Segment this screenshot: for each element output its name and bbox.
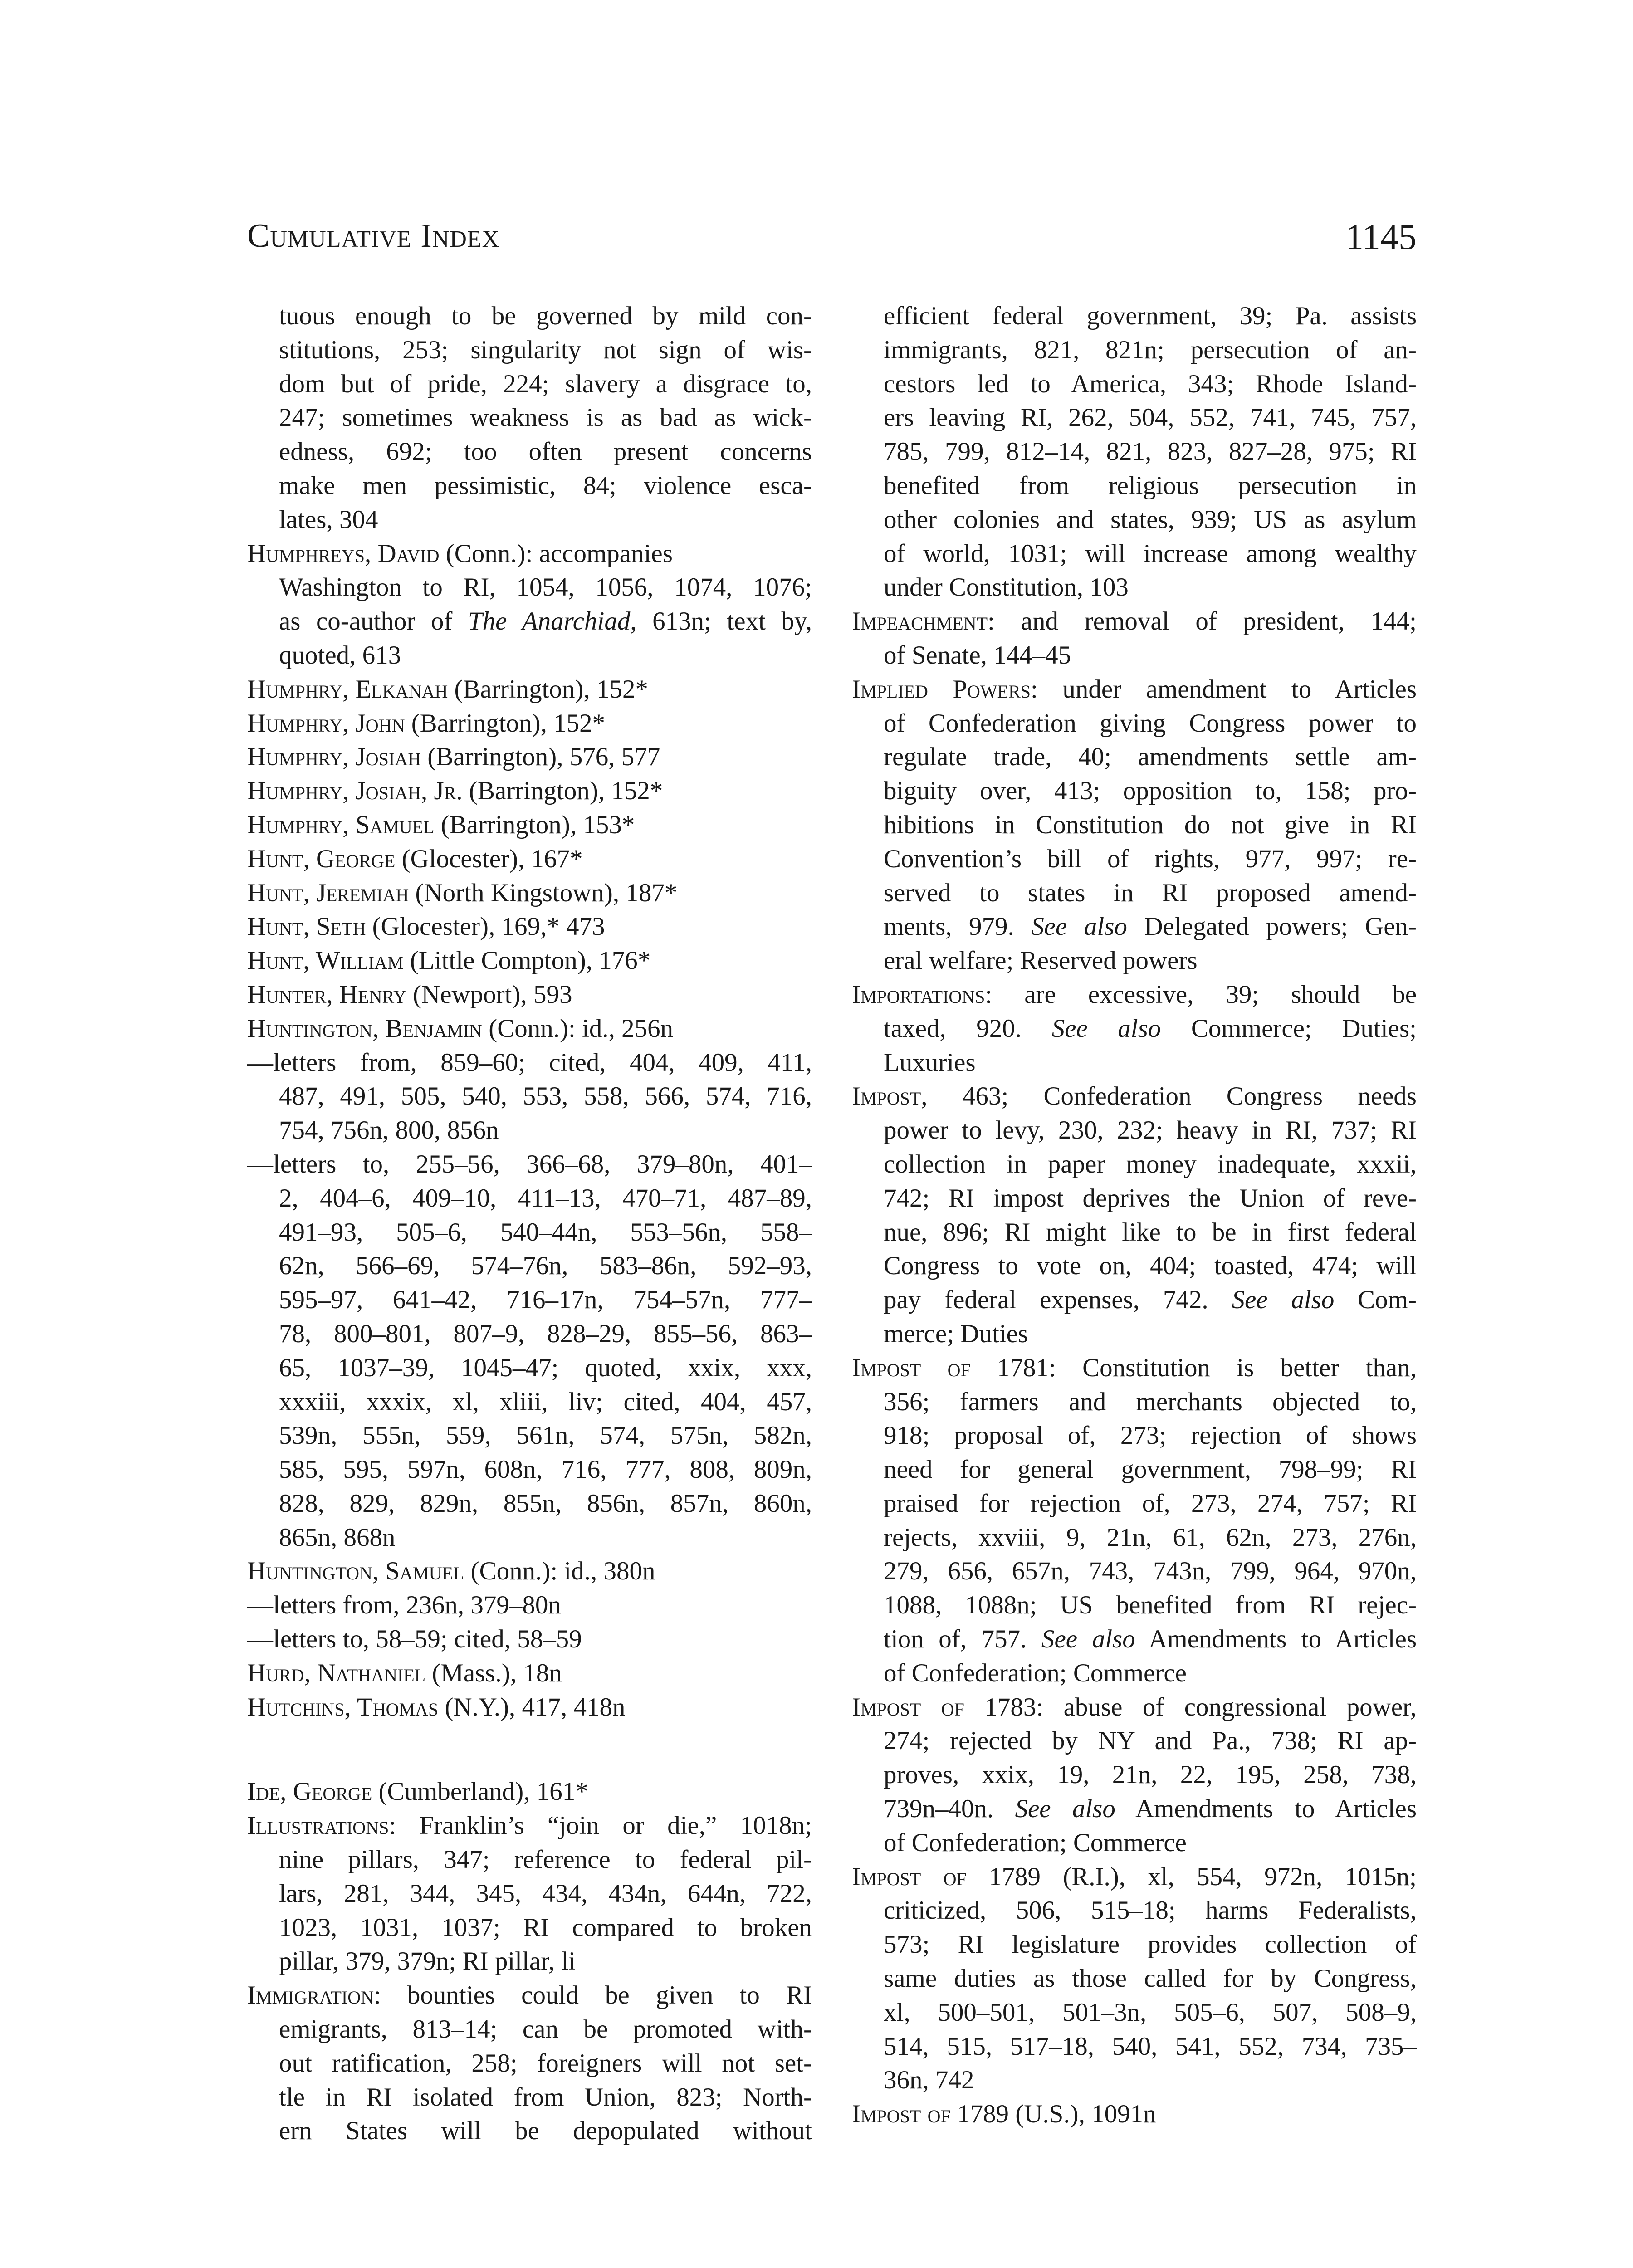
index-text: 754, 756n, 800, 856n [279, 1116, 499, 1145]
index-heading: Illustrations [247, 1811, 389, 1840]
index-continuation-line [247, 1114, 812, 1148]
index-text: : are excessive, 39; should be [985, 980, 1417, 1009]
index-continuation-line [247, 1385, 812, 1419]
index-text: (North Kingstown), 187* [409, 878, 678, 907]
index-text: 742; RI impost deprives the Union of reve- [884, 1183, 1417, 1212]
index-continuation-line [247, 605, 812, 639]
index-continuation-line [852, 1148, 1417, 1182]
index-text: —letters from, 236n, 379–80n [247, 1591, 561, 1620]
index-text: xxxiii, xxxix, xl, xliii, liv; cited, 404, 457, [279, 1387, 812, 1416]
index-continuation-line [852, 2063, 1417, 2097]
index-continuation-line [852, 537, 1417, 571]
index-heading: Humphry, Elkanah [247, 675, 448, 704]
index-continuation-line [852, 401, 1417, 435]
index-text: 585, 595, 597n, 608n, 716, 777, 808, 809n, [279, 1455, 812, 1484]
index-text: 78, 800–801, 807–9, 828–29, 855–56, 863– [279, 1319, 812, 1348]
index-text: (Conn.): accompanies [439, 539, 673, 568]
index-continuation-line [247, 1453, 812, 1487]
index-continuation-line [852, 1589, 1417, 1623]
index-heading: Impeachment [852, 607, 988, 636]
index-entry-line [852, 605, 1417, 639]
index-text: tuous enough to be governed by mild con- [279, 302, 812, 330]
cross-reference-label: See also [1041, 1625, 1135, 1654]
index-continuation-line [852, 1012, 1417, 1046]
index-entry-line [852, 978, 1417, 1012]
index-entry-line [852, 673, 1417, 707]
index-heading: Immigration [247, 1981, 374, 2010]
index-entry-line [247, 774, 812, 808]
index-column-right [852, 299, 1417, 2131]
index-entry-line [247, 910, 812, 944]
index-continuation-line [852, 774, 1417, 808]
index-continuation-line [852, 571, 1417, 605]
index-text: biguity over, 413; opposition to, 158; pro- [884, 777, 1417, 806]
index-entry-line [247, 978, 812, 1012]
index-text: xl, 500–501, 501–3n, 505–6, 507, 508–9, [884, 1998, 1417, 2027]
index-text: nue, 896; RI might like to be in first federal [884, 1217, 1417, 1246]
index-continuation-line [852, 1216, 1417, 1250]
index-continuation-line [852, 1249, 1417, 1283]
index-text: benefited from religious persecution in [884, 471, 1417, 500]
index-continuation-line [247, 2114, 812, 2148]
index-text: : under amendment to Articles [1031, 675, 1417, 704]
index-continuation-line [247, 469, 812, 503]
index-text: , 463; Confederation Congress needs [921, 1082, 1417, 1111]
index-continuation-line [852, 1385, 1417, 1419]
index-heading: Humphry, Josiah, Jr. [247, 777, 463, 806]
index-text: (Glocester), 169,* 473 [366, 912, 605, 941]
index-continuation-line [852, 1419, 1417, 1453]
index-text: 65, 1037–39, 1045–47; quoted, xxix, xxx, [279, 1353, 812, 1382]
index-continuation-line [852, 1928, 1417, 1962]
index-text: collection in paper money inadequate, xxxii, [884, 1149, 1417, 1178]
index-text: : abuse of congressional power, [1036, 1692, 1417, 1721]
index-continuation-line [852, 1114, 1417, 1148]
index-text: criticized, 506, 515–18; harms Federalists, [884, 1896, 1417, 1925]
index-text: under Constitution, 103 [884, 573, 1129, 602]
page-number: 1145 [1345, 217, 1417, 257]
index-continuation-line [247, 1249, 812, 1283]
index-continuation-line [247, 1182, 812, 1216]
index-text: quoted, 613 [279, 640, 401, 670]
index-text: need for general government, 798–99; RI [884, 1455, 1417, 1484]
index-text: emigrants, 813–14; can be promoted with- [279, 2015, 812, 2044]
index-continuation-line [852, 1623, 1417, 1657]
index-text: 491–93, 505–6, 540–44n, 553–56n, 558– [279, 1217, 812, 1246]
index-text: Convention’s bill of rights, 977, 997; re- [884, 844, 1417, 873]
index-text: edness, 692; too often present concerns [279, 437, 812, 466]
index-continuation-line [852, 1182, 1417, 1216]
index-text: same duties as those called for by Congress, [884, 1964, 1417, 1993]
index-text: pay federal expenses, 742. [884, 1286, 1232, 1315]
index-continuation-line [852, 707, 1417, 741]
index-text: 739n–40n. [884, 1794, 1015, 1823]
index-heading: Implied Powers [852, 675, 1031, 704]
index-continuation-line [247, 503, 812, 537]
index-continuation-line [852, 367, 1417, 401]
index-text: 865n, 868n [279, 1523, 396, 1552]
index-continuation-line [852, 1792, 1417, 1826]
index-continuation-line [852, 639, 1417, 673]
index-text: out ratification, 258; foreigners will not set- [279, 2048, 812, 2077]
index-text: (Cumberland), 161* [372, 1777, 588, 1806]
index-text: of Confederation; Commerce [884, 1828, 1187, 1857]
index-letter-gap [247, 1724, 812, 1775]
running-head-title: Cumulative Index [247, 217, 500, 254]
index-continuation-line [852, 1046, 1417, 1080]
index-text: dom but of pride, 224; slavery a disgrace to, [279, 369, 812, 398]
index-text: (Barrington), 153* [434, 810, 635, 839]
index-text: (Conn.): id., 380n [464, 1557, 655, 1586]
index-text: of Senate, 144–45 [884, 640, 1071, 670]
index-text: 1789 [989, 1862, 1041, 1891]
index-entry-line [852, 1080, 1417, 1114]
index-text: 356; farmers and merchants objected to, [884, 1387, 1417, 1416]
index-text: Amendments to Articles [1135, 1625, 1417, 1654]
index-continuation-line [247, 1487, 812, 1521]
index-text: lars, 281, 344, 345, 434, 434n, 644n, 722, [279, 1879, 812, 1908]
index-continuation-line [852, 1826, 1417, 1860]
index-text: tion of, 757. [884, 1625, 1041, 1654]
index-heading: Hunt, Seth [247, 912, 366, 941]
index-text: 274; rejected by NY and Pa., 738; RI ap- [884, 1726, 1417, 1755]
index-text: (Mass.), 18n [425, 1658, 562, 1687]
index-text: as co-author of [279, 607, 468, 636]
index-continuation-line [852, 910, 1417, 944]
index-column-left [247, 299, 812, 2148]
index-text: (Barrington), 152* [462, 777, 663, 806]
index-continuation-line [852, 1487, 1417, 1521]
index-text: Com- [1334, 1286, 1417, 1315]
index-text: nine pillars, 347; reference to federal pil- [279, 1845, 812, 1874]
index-continuation-line [247, 367, 812, 401]
index-text: (Glocester), 167* [395, 844, 583, 873]
index-text: rejects, xxviii, 9, 21n, 61, 62n, 273, 276n, [884, 1523, 1417, 1552]
index-text: 1781 [997, 1353, 1049, 1382]
index-text: efficient federal government, 39; Pa. assists [884, 302, 1417, 330]
index-text: ers leaving RI, 262, 504, 552, 741, 745, 757, [884, 403, 1417, 432]
index-text: ern States will be depopulated without [279, 2116, 812, 2146]
index-text: ments, 979. [884, 912, 1032, 941]
index-heading: Humphry, Josiah [247, 743, 421, 772]
index-continuation-line [247, 435, 812, 469]
index-text: (Barrington), 576, 577 [421, 743, 660, 772]
index-text: 1783 [984, 1692, 1037, 1721]
index-continuation-line [852, 1283, 1417, 1317]
cross-reference-label: The Anarchiad [468, 607, 631, 636]
index-text: Commerce; Duties; [1161, 1014, 1417, 1043]
index-continuation-line [852, 2030, 1417, 2064]
index-continuation-line [852, 842, 1417, 876]
index-continuation-line [852, 469, 1417, 503]
index-text: 785, 799, 812–14, 821, 823, 827–28, 975; RI [884, 437, 1417, 466]
index-continuation-line [852, 1996, 1417, 2030]
index-text: 573; RI legislature provides collection of [884, 1930, 1417, 1959]
index-text: —letters from, 859–60; cited, 404, 409, 411, [247, 1048, 812, 1077]
index-text: , 613n; text by, [630, 607, 812, 636]
index-continuation-line [852, 1657, 1417, 1691]
index-entry-line [247, 1691, 812, 1725]
index-heading: Humphreys, David [247, 539, 440, 568]
index-heading: Impost of [852, 2100, 957, 2129]
index-text: 487, 491, 505, 540, 553, 558, 566, 574, 716, [279, 1082, 812, 1111]
index-text: : Constitution is better than, [1049, 1353, 1417, 1382]
cross-reference-label: See also [1051, 1014, 1161, 1043]
index-entry-line [247, 1657, 812, 1691]
index-entry-line [247, 1589, 812, 1623]
index-text: tle in RI isolated from Union, 823; North- [279, 2082, 812, 2112]
index-text: power to levy, 230, 232; heavy in RI, 737; RI [884, 1116, 1417, 1145]
index-continuation-line [247, 401, 812, 435]
index-entry-line [247, 944, 812, 978]
index-text: 36n, 742 [884, 2066, 974, 2095]
index-text: regulate trade, 40; amendments settle am- [884, 743, 1417, 772]
index-text: proves, xxix, 19, 21n, 22, 195, 258, 738, [884, 1760, 1417, 1789]
index-entry-line [852, 2097, 1417, 2131]
index-continuation-line [852, 1894, 1417, 1928]
index-text: stitutions, 253; singularity not sign of wis- [279, 335, 812, 364]
index-heading: Hutchins, Thomas [247, 1692, 439, 1721]
index-continuation-line [247, 1216, 812, 1250]
index-heading: Hunter, Henry [247, 980, 406, 1009]
index-continuation-line [852, 1317, 1417, 1351]
index-continuation-line [247, 1911, 812, 1945]
index-text: —letters to, 58–59; cited, 58–59 [247, 1625, 582, 1654]
index-text: 2, 404–6, 409–10, 411–13, 470–71, 487–89, [279, 1183, 812, 1212]
index-continuation-line [247, 2081, 812, 2115]
index-continuation-line [247, 571, 812, 605]
index-text: make men pessimistic, 84; violence esca- [279, 471, 812, 500]
index-text: 918; proposal of, 273; rejection of shows [884, 1421, 1417, 1450]
index-continuation-line [852, 1554, 1417, 1589]
index-text: 247; sometimes weakness is as bad as wick- [279, 403, 812, 432]
index-heading: Hunt, George [247, 844, 396, 873]
index-continuation-line [852, 299, 1417, 333]
cross-reference-label: See also [1031, 912, 1127, 941]
running-head [247, 217, 1417, 267]
index-continuation-line [247, 333, 812, 367]
index-continuation-line [247, 1419, 812, 1453]
index-heading: Humphry, Samuel [247, 810, 435, 839]
index-heading: Impost of [852, 1692, 985, 1721]
index-entry-line [247, 1623, 812, 1657]
index-heading: Impost of [852, 1862, 989, 1891]
index-entry-line [247, 842, 812, 876]
index-heading: Huntington, Benjamin [247, 1014, 483, 1043]
index-text: 595–97, 641–42, 716–17n, 754–57n, 777– [279, 1286, 812, 1315]
index-text: 1789 [957, 2100, 1009, 2129]
index-text: : bounties could be given to RI [373, 1981, 812, 2010]
index-entry-line [852, 1860, 1417, 1894]
index-continuation-line [852, 1962, 1417, 1996]
index-text: merce; Duties [884, 1319, 1028, 1348]
index-entry-line [247, 1148, 812, 1182]
index-text: of world, 1031; will increase among wealthy [884, 539, 1417, 568]
index-entry-line [247, 740, 812, 774]
index-text: Amendments to Articles [1115, 1794, 1417, 1823]
index-continuation-line [852, 876, 1417, 910]
index-text: 62n, 566–69, 574–76n, 583–86n, 592–93, [279, 1251, 812, 1281]
index-continuation-line [852, 944, 1417, 978]
index-entry-line [852, 1691, 1417, 1725]
index-text: (Conn.): id., 256n [482, 1014, 674, 1043]
index-text: Congress to vote on, 404; toasted, 474; will [884, 1251, 1417, 1281]
index-continuation-line [852, 333, 1417, 367]
index-text: praised for rejection of, 273, 274, 757; RI [884, 1489, 1417, 1518]
index-heading: Hunt, Jeremiah [247, 878, 409, 907]
index-continuation-line [247, 1521, 812, 1555]
index-entry-line [247, 537, 812, 571]
index-text: 514, 515, 517–18, 540, 541, 552, 734, 735– [884, 2032, 1417, 2061]
index-entry-line [247, 1012, 812, 1046]
index-heading: Huntington, Samuel [247, 1557, 464, 1586]
index-heading: Hurd, Nathaniel [247, 1658, 426, 1687]
index-continuation-line [247, 2013, 812, 2047]
index-continuation-line [852, 740, 1417, 774]
index-text: of Confederation; Commerce [884, 1658, 1187, 1687]
index-heading: Hunt, William [247, 946, 404, 975]
index-entry-line [247, 1979, 812, 2013]
index-continuation-line [247, 2047, 812, 2081]
cross-reference-label: See also [1232, 1286, 1335, 1315]
index-text: lates, 304 [279, 505, 378, 534]
index-text: 1023, 1031, 1037; RI compared to broken [279, 1913, 812, 1942]
index-entry-line [247, 1046, 812, 1080]
index-text: Delegated powers; Gen- [1127, 912, 1417, 941]
index-text: : and removal of president, 144; [988, 607, 1417, 636]
index-text: (Newport), 593 [406, 980, 572, 1009]
index-continuation-line [247, 1080, 812, 1114]
index-text: 279, 656, 657n, 743, 743n, 799, 964, 970n, [884, 1557, 1417, 1586]
index-continuation-line [247, 1843, 812, 1877]
index-continuation-line [247, 1351, 812, 1385]
index-text: eral welfare; Reserved powers [884, 946, 1198, 975]
index-entry-line [852, 1351, 1417, 1385]
index-text: (U.S.), 1091n [1009, 2100, 1156, 2129]
index-continuation-line [247, 639, 812, 673]
index-text: (Barrington), 152* [448, 675, 648, 704]
index-heading: Impost of [852, 1353, 997, 1382]
index-text: hibitions in Constitution do not give in RI [884, 810, 1417, 839]
index-heading: Humphry, John [247, 709, 405, 738]
index-continuation-line [852, 503, 1417, 537]
index-entry-line [247, 1809, 812, 1843]
index-heading: Importations [852, 980, 985, 1009]
index-heading: Ide, George [247, 1777, 372, 1806]
index-entry-line [247, 1775, 812, 1809]
index-continuation-line [247, 1317, 812, 1351]
index-text: : Franklin’s “join or die,” 1018n; [389, 1811, 812, 1840]
index-text: taxed, 920. [884, 1014, 1052, 1043]
index-entry-line [247, 673, 812, 707]
index-text: (N.Y.), 417, 418n [438, 1692, 626, 1721]
index-text: 539n, 555n, 559, 561n, 574, 575n, 582n, [279, 1421, 812, 1450]
index-continuation-line [852, 1521, 1417, 1555]
index-text: served to states in RI proposed amend- [884, 878, 1417, 907]
index-entry-line [247, 707, 812, 741]
index-continuation-line [852, 435, 1417, 469]
index-text: 828, 829, 829n, 855n, 856n, 857n, 860n, [279, 1489, 812, 1518]
index-entry-line [247, 876, 812, 910]
index-text: pillar, 379, 379n; RI pillar, li [279, 1947, 576, 1976]
index-entry-line [247, 1554, 812, 1589]
index-continuation-line [852, 1724, 1417, 1758]
index-text: (Little Compton), 176* [403, 946, 651, 975]
index-continuation-line [247, 1945, 812, 1979]
index-continuation-line [852, 808, 1417, 842]
index-continuation-line [247, 299, 812, 333]
index-text: (Barrington), 152* [405, 709, 606, 738]
index-text: Luxuries [884, 1048, 976, 1077]
cross-reference-label: See also [1015, 1794, 1115, 1823]
index-text: 1088, 1088n; US benefited from RI rejec- [884, 1591, 1417, 1620]
index-text: immigrants, 821, 821n; persecution of an- [884, 335, 1417, 364]
index-continuation-line [247, 1283, 812, 1317]
index-entry-line [247, 808, 812, 842]
index-text: —letters to, 255–56, 366–68, 379–80n, 401– [247, 1149, 812, 1178]
index-text: (R.I.), xl, 554, 972n, 1015n; [1041, 1862, 1417, 1891]
index-continuation-line [247, 1877, 812, 1911]
index-continuation-line [852, 1453, 1417, 1487]
index-text: cestors led to America, 343; Rhode Island- [884, 369, 1417, 398]
index-text: Washington to RI, 1054, 1056, 1074, 1076; [279, 573, 812, 602]
index-continuation-line [852, 1758, 1417, 1792]
index-text: of Confederation giving Congress power to [884, 709, 1417, 738]
index-text: other colonies and states, 939; US as asylum [884, 505, 1417, 534]
index-heading: Impost [852, 1082, 921, 1111]
